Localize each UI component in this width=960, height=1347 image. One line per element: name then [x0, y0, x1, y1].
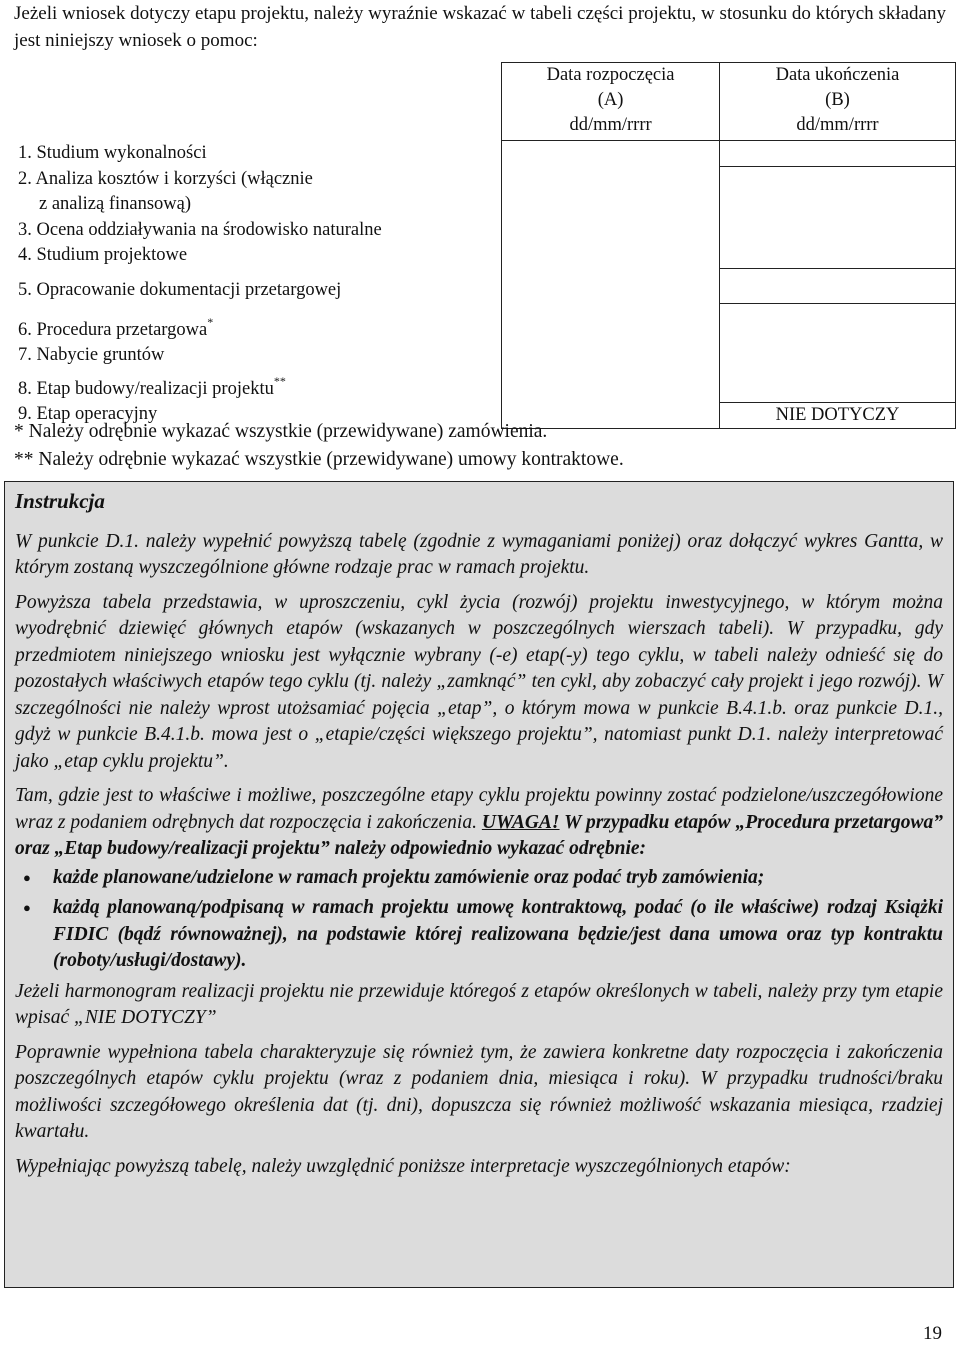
instruction-paragraph: Powyższa tabela przedstawia, w uproszczeniu, cykl życia (rozwój) projektu inwestycyjnego, w którym można wyodrębnić dziewięć głównych etapów (wskazanych w poszczególnych wierszach tabeli). W przypadku, gdy przedmiotem niniejszego wniosku jest wyłącznie wybrany (-e) etap(-y) tego cyklu, w tabeli należy odnieść się do pozostałych właściwych etapów tego cyklu (tj. należy „zamknąć” ten cykl, aby zobaczyć cały projekt i jego rozwój). W szczególności nie należy wprost utożsamiać pojęcia „etap”, o którym mowa w punkcie B.4.1.b. oraz punkcie D.1., gdyż w punkcie B.4.1.b. mowa jest o „etapie/części większego projektu”, natomiast punkt D.1. należy interpretować jako „etap cyklu projektu”.: [15, 591, 943, 772]
stage-label: 3. Ocena oddziaływania na środowisko naturalne: [12, 218, 502, 244]
warning-label: UWAGA!: [481, 811, 560, 833]
stage-label: 4. Studium projektowe: [12, 243, 502, 269]
stage-label: 8. Etap budowy/realizacji projektu**: [12, 369, 502, 403]
stage-label: 1. Studium wykonalności: [12, 141, 502, 167]
footnote-orders: * Należy odrębnie wykazać wszystkie (przewidywane) zamówienia.: [14, 421, 548, 442]
header-empty-cell: [12, 63, 502, 141]
instruction-paragraph: Wypełniając powyższą tabelę, należy uwzględnić poniższe interpretacje wyszczególnionych etapów:: [15, 1155, 791, 1177]
instruction-title: Instrukcja: [15, 489, 105, 513]
intro-paragraph: Jeżeli wniosek dotyczy etapu projektu, należy wyraźnie wskazać w tabeli części projektu, w stosunku do których składany jest niniejszy wniosek o pomoc:: [14, 3, 946, 51]
footnotes: [14, 418, 944, 474]
end-date-cell[interactable]: [720, 141, 956, 167]
instruction-box: [4, 481, 954, 1288]
stage-label: 5. Opracowanie dokumentacji przetargowej: [12, 269, 502, 304]
stage-label: 6. Procedura przetargowa*: [12, 304, 502, 344]
start-date-cell[interactable]: [502, 141, 720, 429]
project-stages-table: [12, 62, 956, 429]
stage-label: 9. Etap operacyjny: [12, 402, 502, 429]
table-header-row: [12, 63, 956, 141]
page-number: 19: [923, 1323, 942, 1344]
stage-label: 7. Nabycie gruntów: [12, 343, 502, 369]
instruction-paragraph: Tam, gdzie jest to właściwe i możliwe, poszczególne etapy cyklu projektu powinny zostać podzielone/uszczegółowione wraz z podaniem odrębnych dat rozpoczęcia i zakończenia. UWAGA! W przypadku etapów „Procedura przetargowa” oraz „Etap budowy/realizacji projektu” należy odpowiednio wykazać odrębnie:: [15, 785, 943, 859]
instruction-paragraph: Poprawnie wypełniona tabela charakteryzuje się również tym, że zawiera konkretne daty rozpoczęcia i zakończenia poszczególnych etapów cyklu projektu (wraz z podaniem dnia, miesiąca i roku). W przypadku trudności/braku możliwości szczegółowego określenia dat (tj. dni), dopuszcza się również możliwość wskazania miesiąca, rzadziej kwartału.: [15, 1041, 943, 1142]
table-row: [12, 141, 956, 167]
footnote-contracts: ** Należy odrębnie wykazać wszystkie (przewidywane) umowy kontraktowe.: [14, 449, 624, 470]
end-date-cell[interactable]: [720, 269, 956, 304]
bullet-list: [15, 865, 943, 975]
end-date-cell[interactable]: [720, 167, 956, 269]
stage-label: 2. Analiza kosztów i korzyści (włącznie z analizą finansową): [12, 167, 502, 218]
table-row: [12, 269, 956, 304]
not-applicable-cell[interactable]: NIE DOTYCZY: [720, 402, 956, 429]
header-start-date: Data rozpoczęcia (A) dd/mm/rrrr: [502, 63, 720, 141]
instruction-paragraph: W punkcie D.1. należy wypełnić powyższą tabelę (zgodnie z wymaganiami poniżej) oraz dołączyć wykres Gantta, w którym zostaną wyszczególnione główne rodzaje prac w ramach projektu.: [15, 530, 943, 578]
table-row: [12, 167, 956, 218]
header-end-date: Data ukończenia (B) dd/mm/rrrr: [720, 63, 956, 141]
list-item: ● każdą planowaną/podpisaną w ramach projektu umowę kontraktową, podać (o ile właściwe) rodzaj Książki FIDIC (bądź równoważnej), na podstawie której realizowana będzie/jest dana umowa oraz typ kontraktu (roboty/usługi/dostawy).: [15, 895, 943, 975]
list-item: ● każde planowane/udzielone w ramach projektu zamówienie oraz podać tryb zamówienia;: [15, 865, 943, 892]
instruction-paragraph: Jeżeli harmonogram realizacji projektu nie przewiduje któregoś z etapów określonych w tabeli, należy przy tym etapie wpisać „NIE DOTYCZY”: [15, 980, 943, 1028]
end-date-cell[interactable]: [720, 304, 956, 403]
table-row: [12, 304, 956, 344]
